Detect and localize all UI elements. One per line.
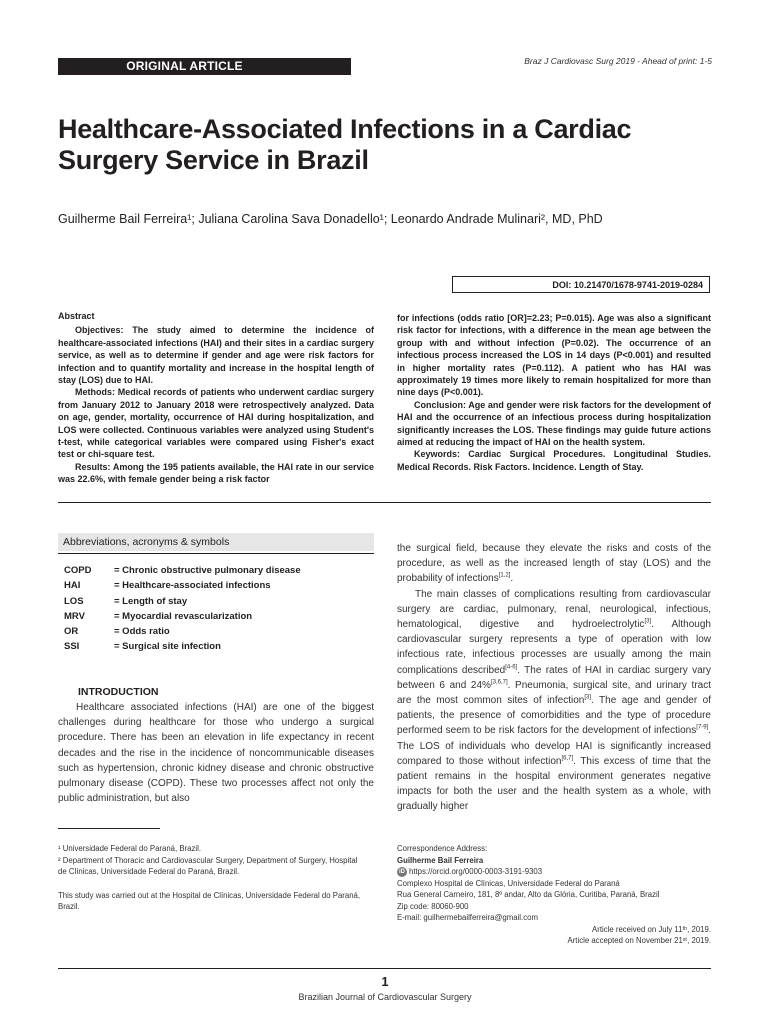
abbreviation-row: SSI = Surgical site infection — [64, 641, 221, 653]
citation-ref[interactable]: [3] — [644, 618, 652, 625]
article-type-badge: ORIGINAL ARTICLE — [58, 58, 351, 75]
correspondence-label: Correspondence Address: — [397, 844, 488, 853]
introduction-paragraph-cont: the surgical field, because they elevate the risks and costs of the procedure, as well as the increased length of stay (LOS) and the probability of infections[1,2]. — [397, 543, 711, 585]
affiliations — [58, 843, 368, 913]
orcid-line — [397, 866, 711, 878]
abstract-left — [58, 310, 374, 486]
abstract-keywords: Keywords: Cardiac Surgical Procedures. Longitudinal Studies. Medical Records. Risk Factors. Incidence. Length of Stay. — [397, 449, 711, 472]
authors: Guilherme Bail Ferreira¹; Juliana Carolina Sava Donadello¹; Leonardo Andrade Mulinari², MD, PhD — [58, 212, 603, 226]
citation-ref[interactable]: [3] — [584, 694, 591, 701]
abstract-methods: Methods: Medical records of patients who underwent cardiac surgery from January 2012 to January 2018 were retrospectively analyzed. Data on age, gender, mortality, occurrence of HAI during hospitalization, and LOS were collected. Continuous variables were analyzed using Student's t-test, while categorical variables were compared using Fisher's exact test or chi-square test. — [58, 387, 374, 460]
orcid-icon: iD — [399, 868, 405, 875]
abstract-heading: Abstract — [58, 311, 95, 321]
introduction-left — [58, 700, 374, 806]
abstract-results-cont: for infections (odds ratio [OR]=2.23; P=0.015). Age was also a significant risk factor for infections, with a difference in the mean age between the group with and without infection (P=0.02). The occurrence of an infectious process increased the LOS in 14 days (P<0.001) and resulted in higher mortality rates (P=0.112). A patient who has HAI was approximately 19 times more likely to remain hospitalized for more than nine days (P<0.001). — [397, 313, 711, 398]
introduction-paragraph-2: The main classes of complications resulting from cardiovascular surgery are cardiac, pulmonary, renal, neurological, infectious, hematological, digestive and hydroelectrolytic[3]. Although cardiovascular surgery represents a type of operation with low infectious rate, infectious processes are usually among the main complications described[4-6]. The rates of HAI in cardiac surgery vary between 6 and 24%[3,6,7]. Pneumonia, surgical site, and urinary tract are the most common sites of infection[3]. The age and gender of patients, the presence of comorbidities and the type of procedure performed seem to be risk factors for the development of infections[7-9]. The LOS of individuals who develop HAI is significantly increased compared to those without infection[6,7]. This excess of time that the patient remains in the hospital environment generates negative impacts for both the user and the health system as a whole, with gradually higher — [397, 588, 711, 813]
correspondence-zip: Zip code: 80060-900 — [397, 901, 469, 911]
journal-footer: Brazilian Journal of Cardiovascular Surgery — [298, 992, 472, 1002]
abbreviation-row: COPD = Chronic obstructive pulmonary disease — [64, 565, 301, 576]
abstract-objectives: Objectives: The study aimed to determine the incidence of healthcare-associated infections (HAI) and their sites in a cardiac surgery service, as well as to determine if gender and age were risk factors for infection and to quantify mortality and increase in the hospital length of stay (LOS) due to HAI. — [58, 325, 374, 386]
abstract-divider — [58, 502, 711, 503]
citation-ref[interactable]: [4-6] — [505, 664, 518, 671]
correspondence-address: Rua General Carneiro, 181, 8º andar, Alto da Glória, Curitiba, Paraná, Brazil — [397, 890, 660, 899]
abbreviations-box — [58, 533, 374, 663]
affiliation-2: ² Department of Thoracic and Cardiovascular Surgery, Department of Surgery, Hospital de Clínicas, Universidade Federal do Paraná, Brazil. — [58, 855, 358, 876]
orcid-link[interactable]: https://orcid.org/0000-0003-3191-9303 — [409, 867, 543, 876]
abstract-right — [397, 312, 711, 473]
abbreviation-row: OR = Odds ratio — [64, 626, 170, 638]
received-date: Article received on July 11ᵗʰ, 2019. — [592, 924, 711, 934]
doi-box[interactable]: DOI: 10.21470/1678-9741-2019-0284 — [452, 276, 710, 293]
article-title: Healthcare-Associated Infections in a Cardiac Surgery Service in Brazil — [58, 114, 632, 175]
correspondence-email[interactable]: E-mail: guilhermebailferreira@gmail.com — [397, 913, 538, 922]
journal-reference: Braz J Cardiovasc Surg 2019 - Ahead of print: 1-5 — [524, 56, 712, 66]
study-location-note: This study was carried out at the Hospital de Clínicas, Universidade Federal do Paraná, Brazil. — [58, 890, 361, 911]
footer-rule — [58, 968, 711, 969]
citation-ref[interactable]: [6,7] — [561, 755, 574, 762]
accepted-date: Article accepted on November 21ˢᵗ, 2019. — [567, 936, 711, 945]
citation-ref[interactable]: [1,2] — [498, 573, 511, 580]
abbreviations-heading: Abbreviations, acronyms & symbols — [58, 533, 374, 551]
abbreviations-list — [64, 563, 301, 655]
page-number: 1 — [381, 974, 389, 989]
abbreviation-row: LOS = Length of stay — [64, 595, 188, 607]
correspondence — [397, 843, 711, 947]
abstract-results: Results: Among the 195 patients available, the HAI rate in our service was 22.6%, with female gender being a risk factor — [58, 461, 374, 485]
citation-ref[interactable]: [3,6,7] — [490, 679, 508, 686]
introduction-heading: INTRODUCTION — [78, 686, 159, 698]
citation-ref[interactable]: [7-9] — [696, 725, 709, 732]
correspondence-institution: Complexo Hospital de Clínicas, Universidade Federal do Paraná — [397, 878, 620, 888]
correspondence-name: Guilherme Bail Ferreira — [397, 855, 484, 865]
footnote-rule — [58, 828, 160, 829]
affiliation-1: ¹ Universidade Federal do Paraná, Brazil. — [58, 844, 202, 853]
introduction-paragraph: Healthcare associated infections (HAI) are one of the biggest challenges during healthcare for those who undergo a surgical procedure. There has been an elevation in life expectancy in recent decades and the rise in the incidence of noncommunicable diseases such as hypertension, chronic kidney disease and chronic obstructive pulmonary disease (COPD). These two processes affect not only the public administration, but also — [58, 702, 374, 805]
abstract-conclusion: Conclusion: Age and gender were risk factors for the development of HAI and the occurrence of an infectious process during hospitalization significantly increases the LOS. These findings may guide future actions aimed at reducing the impact of HAI on the health system. — [397, 399, 711, 448]
abbreviation-row: MRV = Myocardial revascularization — [64, 610, 253, 622]
introduction-right — [397, 541, 711, 815]
abbreviations-rule — [58, 553, 374, 554]
abbreviation-row: HAI = Healthcare-associated infections — [64, 580, 271, 592]
